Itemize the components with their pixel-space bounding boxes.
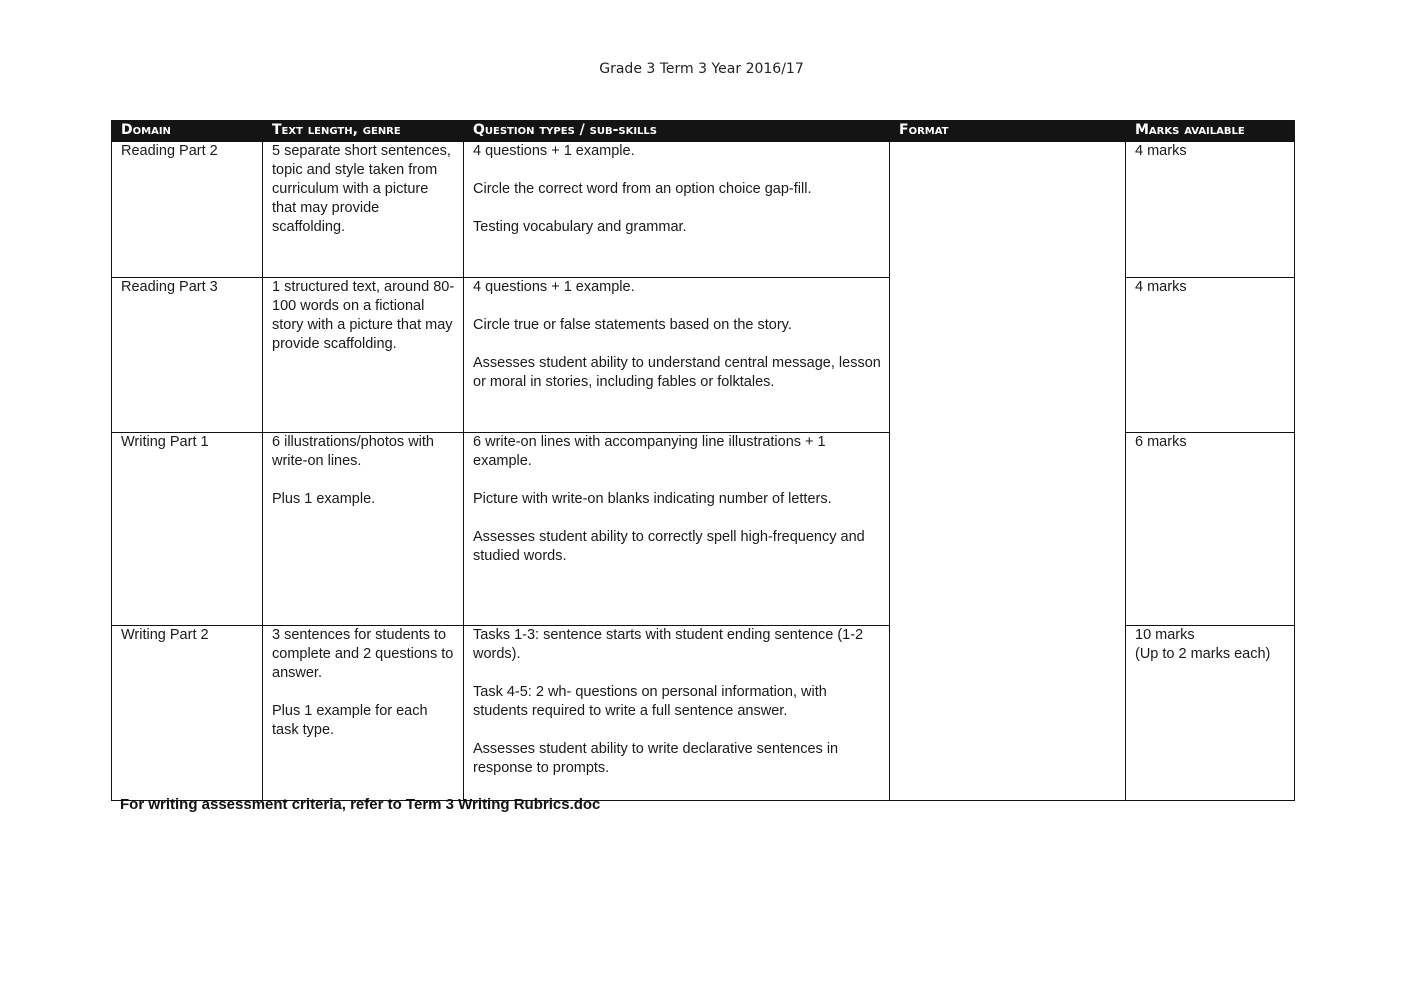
page-title: Grade 3 Term 3 Year 2016/17 (599, 61, 804, 77)
cell-paragraph: Circle true or false statements based on the story. (473, 317, 792, 333)
marks-cell: 4 marks (1126, 142, 1295, 278)
cell-paragraph: 4 questions + 1 example. (473, 279, 635, 295)
column-header-domain: Domain (112, 120, 263, 142)
domain-cell: Reading Part 3 (112, 278, 263, 433)
question-types-cell (464, 278, 890, 433)
cell-paragraph: 5 separate short sentences, topic and style taken from curriculum with a picture that may provide scaffolding. (272, 143, 451, 235)
cell-paragraph: Assesses student ability to correctly spell high-frequency and studied words. (473, 529, 865, 564)
cell-paragraph: Tasks 1-3: sentence starts with student ending sentence (1-2 words). (473, 627, 864, 662)
footnote: For writing assessment criteria, refer to Term 3 Writing Rubrics.doc (120, 796, 601, 813)
cell-paragraph: 4 questions + 1 example. (473, 143, 635, 159)
question-types-cell (464, 142, 890, 278)
column-header-text-length: Text length, genre (263, 120, 464, 142)
cell-paragraph: 1 structured text, around 80-100 words on a fictional story with a picture that may provide scaffolding. (272, 279, 455, 352)
column-header-format: Format (890, 120, 1126, 142)
cell-paragraph: Circle the correct word from an option choice gap-fill. (473, 181, 812, 197)
cell-paragraph: Testing vocabulary and grammar. (473, 219, 687, 235)
column-header-marks: Marks available (1126, 120, 1295, 142)
marks-cell: 6 marks (1126, 433, 1295, 626)
cell-paragraph: 3 sentences for students to complete and 2 questions to answer. (272, 627, 454, 681)
cell-paragraph: Plus 1 example for each task type. (272, 703, 428, 738)
table-row (112, 142, 1295, 278)
cell-paragraph: Task 4-5: 2 wh- questions on personal information, with students required to write a full sentence answer. (473, 684, 827, 719)
text-length-cell (263, 278, 464, 433)
domain-cell: Writing Part 1 (112, 433, 263, 626)
question-types-cell (464, 433, 890, 626)
cell-paragraph: Plus 1 example. (272, 491, 376, 507)
table-header-row (112, 120, 1295, 142)
cell-paragraph: Picture with write-on blanks indicating number of letters. (473, 491, 832, 507)
column-header-question-types: Question types / sub-skills (464, 120, 890, 142)
marks-cell: 4 marks (1126, 278, 1295, 433)
question-types-cell (464, 626, 890, 801)
text-length-cell (263, 433, 464, 626)
format-cell (890, 142, 1126, 801)
assessment-spec-table (111, 120, 1295, 801)
cell-paragraph: Assesses student ability to understand central message, lesson or moral in stories, including fables or folktales. (473, 355, 881, 390)
text-length-cell (263, 142, 464, 278)
marks-cell: 10 marks (Up to 2 marks each) (1126, 626, 1295, 801)
domain-cell: Writing Part 2 (112, 626, 263, 801)
domain-cell: Reading Part 2 (112, 142, 263, 278)
cell-paragraph: 6 write-on lines with accompanying line illustrations + 1 example. (473, 434, 826, 469)
cell-paragraph: Assesses student ability to write declarative sentences in response to prompts. (473, 741, 839, 776)
text-length-cell (263, 626, 464, 801)
cell-paragraph: 6 illustrations/photos with write-on lines. (272, 434, 434, 469)
